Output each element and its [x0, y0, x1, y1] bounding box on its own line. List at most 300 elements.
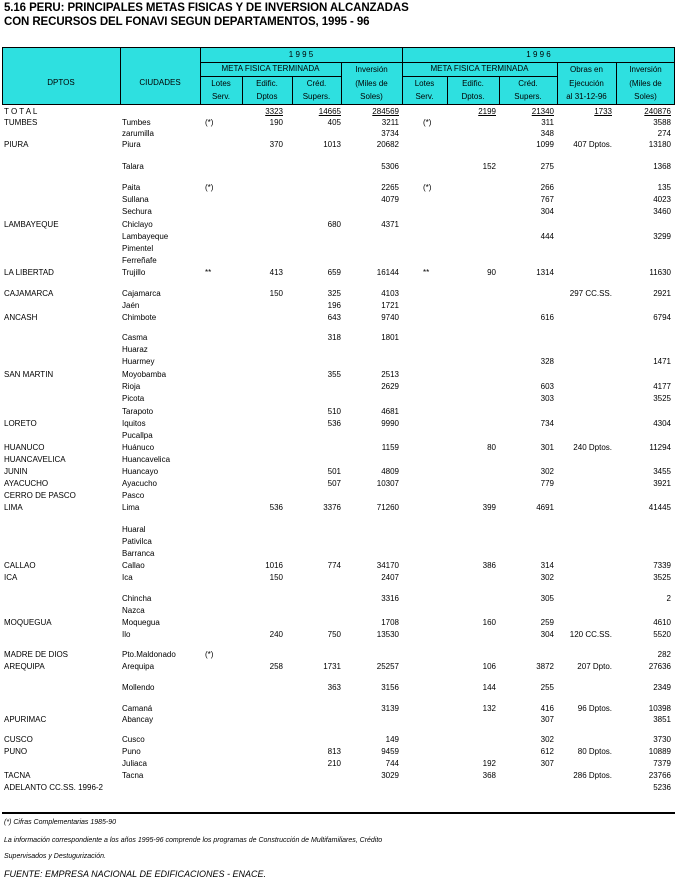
table-row [2, 442, 675, 453]
cell-s2: 307 [540, 715, 554, 724]
col-edif-1995: Edific. [256, 79, 278, 88]
cell-i1: 744 [385, 759, 399, 768]
cell-d: MOQUEGUA [4, 618, 52, 627]
cell-s2: 311 [541, 118, 554, 127]
col-inv-1996-sub2: Soles) [634, 92, 657, 101]
table-title-line1: 5.16 PERU: PRINCIPALES METAS FISICAS Y DE INVERSION ALCANZADAS [4, 2, 409, 14]
cell-d: APURIMAC [4, 715, 47, 724]
table-row [2, 393, 675, 404]
cell-s1: 536 [327, 419, 341, 428]
cell-s1: 643 [327, 313, 341, 322]
table-row [2, 572, 675, 583]
table-row [2, 746, 675, 757]
cell-i1: 34170 [376, 561, 399, 570]
cell-s1: 659 [327, 268, 341, 277]
cell-i2: 27636 [648, 662, 671, 671]
table-row [2, 466, 675, 477]
table-row [2, 344, 675, 355]
cell-c: Tacna [122, 771, 144, 780]
table-row [2, 649, 675, 660]
cell-o: 207 Dpto. [577, 662, 612, 671]
cell-d: ADELANTO CC.SS. 1996-2 [4, 783, 104, 792]
cell-e2: 160 [482, 618, 496, 627]
cell-s2: 767 [540, 195, 554, 204]
col-lotes-1996-sub: Serv. [415, 92, 434, 101]
table-row [2, 560, 675, 571]
cell-c: Tarapoto [122, 407, 154, 416]
cell-o: 1733 [594, 107, 612, 116]
col-ciudades: CIUDADES [139, 78, 181, 87]
cell-i2: 1368 [653, 162, 671, 171]
cell-d: LIMA [4, 503, 23, 512]
cell-d: PUNO [4, 747, 28, 756]
cell-l2: (*) [423, 118, 432, 127]
cell-i1: 4103 [381, 289, 399, 298]
col-cred-1995-sub: Supers. [302, 92, 331, 101]
cell-c: Pasco [122, 491, 145, 500]
cell-s2: 302 [540, 573, 554, 582]
cell-i2: 3525 [653, 573, 671, 582]
cell-c: Moquegua [122, 618, 160, 627]
cell-s2: 255 [540, 683, 554, 692]
cell-e1: 240 [269, 630, 283, 639]
table-row [2, 117, 675, 128]
cell-s1: 318 [327, 333, 341, 342]
cell-c: Talara [122, 162, 144, 171]
table-row [2, 536, 675, 547]
cell-i2: 3460 [653, 207, 671, 216]
cell-d: ANCASH [4, 313, 38, 322]
col-cred-1996-sub: Supers. [514, 92, 542, 101]
cell-i2: 282 [657, 650, 671, 659]
cell-i1: 9459 [381, 747, 399, 756]
col-inv-1995: Inversión [355, 65, 388, 74]
cell-d: PIURA [4, 140, 29, 149]
cell-d: MADRE DE DIOS [4, 650, 69, 659]
cell-o: 96 Dptos. [577, 704, 612, 713]
cell-s1: 813 [327, 747, 341, 756]
cell-c: Lima [122, 503, 140, 512]
cell-s1: 3376 [323, 503, 341, 512]
cell-c: Ferreñafe [122, 256, 157, 265]
cell-s1: 196 [327, 301, 341, 310]
cell-e2: 144 [482, 683, 496, 692]
cell-i1: 149 [385, 735, 399, 744]
cell-c: Mollendo [122, 683, 155, 692]
cell-i1: 1801 [381, 333, 399, 342]
table-row [2, 629, 675, 640]
cell-e2: 90 [487, 268, 496, 277]
table-row [2, 332, 675, 343]
cell-d: TACNA [4, 771, 31, 780]
cell-i2: 11630 [649, 268, 671, 277]
table-row [2, 502, 675, 513]
table-row [2, 300, 675, 311]
table-row [2, 288, 675, 299]
cell-i1: 3734 [381, 129, 399, 138]
cell-i1: 71260 [376, 503, 399, 512]
table-row [2, 194, 675, 205]
cell-i1: 4681 [381, 407, 399, 416]
cell-c: Lambayeque [122, 232, 169, 241]
table-title-line2: CON RECURSOS DEL FONAVI SEGUN DEPARTAMENTOS, 1995 - 96 [4, 16, 370, 28]
cell-e2: 399 [482, 503, 496, 512]
cell-s2: 779 [540, 479, 554, 488]
table-row [2, 593, 675, 604]
cell-d: CAJAMARCA [4, 289, 54, 298]
cell-d: AREQUIPA [4, 662, 45, 671]
cell-i1: 2629 [381, 382, 399, 391]
table-row [2, 617, 675, 628]
cell-i1: 3211 [381, 118, 399, 127]
cell-c: Ayacucho [122, 479, 157, 488]
cell-c: Puno [122, 747, 141, 756]
cell-c: Iquitos [122, 419, 146, 428]
cell-i1: 2513 [381, 370, 399, 379]
cell-c: Nazca [122, 606, 145, 615]
cell-e1: 258 [269, 662, 283, 671]
cell-i2: 7379 [653, 759, 671, 768]
cell-c: Camaná [122, 704, 153, 713]
cell-i2: 41445 [648, 503, 671, 512]
cell-e2: 2199 [478, 107, 496, 116]
table-row [2, 703, 675, 714]
cell-i1: 1721 [381, 301, 399, 310]
cell-i1: 4809 [381, 467, 399, 476]
cell-i2: 2921 [653, 289, 671, 298]
cell-c: Arequipa [122, 662, 155, 671]
table-row [2, 128, 675, 139]
source-note: FUENTE: EMPRESA NACIONAL DE EDIFICACIONES - ENACE. [4, 869, 267, 879]
cell-e2: 368 [482, 771, 496, 780]
cell-i1: 9740 [381, 313, 399, 322]
cell-s2: 301 [540, 443, 554, 452]
cell-s2: 4691 [536, 503, 554, 512]
col-cred-1996: Créd. [518, 79, 538, 88]
cell-i2: 4023 [653, 195, 671, 204]
cell-o: 120 CC.SS. [569, 630, 612, 639]
cell-i1: 1708 [381, 618, 399, 627]
cell-c: Tumbes [122, 118, 151, 127]
cell-i1: 284569 [372, 107, 399, 116]
table-row [2, 267, 675, 278]
cell-i2: 6794 [653, 313, 671, 322]
cell-i1: 13530 [376, 630, 399, 639]
cell-s1: 363 [327, 683, 341, 692]
cell-d: LORETO [4, 419, 37, 428]
cell-i1: 3316 [381, 594, 399, 603]
cell-c: Huánuco [122, 443, 155, 452]
cell-c: Ica [122, 573, 133, 582]
table-row [2, 243, 675, 254]
cell-i2: 135 [657, 183, 671, 192]
cell-s2: 1099 [536, 140, 554, 149]
table-row [2, 524, 675, 535]
cell-c: Ilo [122, 630, 131, 639]
cell-o: 407 Dptos. [573, 140, 612, 149]
year-1996: 1 9 9 6 [526, 50, 551, 59]
cell-d: TUMBES [4, 118, 38, 127]
cell-i1: 25257 [376, 662, 399, 671]
cell-s2: 734 [540, 419, 554, 428]
cell-i1: 4371 [381, 220, 399, 229]
cell-i2: 10889 [648, 747, 671, 756]
cell-i2: 3588 [653, 118, 671, 127]
cell-i2: 3525 [653, 394, 671, 403]
col-edif-1996-sub: Dptos. [461, 92, 485, 101]
cell-d: JUNIN [4, 467, 28, 476]
cell-s1: 501 [327, 467, 341, 476]
cell-l2: (*) [423, 183, 432, 192]
cell-l1: ** [205, 268, 212, 277]
cell-i2: 2 [666, 594, 671, 603]
cell-c: Huancayo [122, 467, 159, 476]
col-lotes-1995: Lotes [211, 79, 231, 88]
cell-i2: 7339 [653, 561, 671, 570]
table-row [2, 406, 675, 417]
cell-c: Trujillo [122, 268, 146, 277]
cell-c: Chiclayo [122, 220, 153, 229]
table-row [2, 758, 675, 769]
cell-c: Barranca [122, 549, 155, 558]
cell-e1: 150 [269, 289, 283, 298]
table-row [2, 682, 675, 693]
cell-c: Huaral [122, 525, 146, 534]
table-row [2, 661, 675, 672]
table-row [2, 182, 675, 193]
table-row [2, 770, 675, 781]
cell-i2: 5236 [653, 783, 671, 792]
cell-o: 286 Dptos. [573, 771, 612, 780]
cell-s2: 314 [540, 561, 554, 570]
col-obras-sub: Ejecución [569, 79, 604, 88]
cell-e1: 413 [269, 268, 283, 277]
cell-i1: 9990 [381, 419, 399, 428]
table-row [2, 490, 675, 501]
table-row [2, 454, 675, 465]
cell-s2: 616 [540, 313, 554, 322]
cell-c: Jaén [122, 301, 140, 310]
year-1995: 1 9 9 5 [288, 50, 314, 59]
note-3: Supervisados y Destugurización. [4, 853, 106, 860]
cell-c: Piura [122, 140, 141, 149]
col-dptos: DPTOS [47, 78, 75, 87]
cell-e2: 80 [487, 443, 496, 452]
cell-s1: 1013 [323, 140, 341, 149]
cell-i1: 3139 [381, 704, 399, 713]
cell-s1: 1731 [323, 662, 341, 671]
cell-i1: 16144 [376, 268, 399, 277]
cell-i2: 23766 [648, 771, 671, 780]
cell-s2: 3872 [536, 662, 554, 671]
cell-d: CUSCO [4, 735, 33, 744]
table-row [2, 206, 675, 217]
col-inv-1996: Inversión [629, 65, 662, 74]
cell-i1: 3156 [381, 683, 399, 692]
cell-s2: 307 [540, 759, 554, 768]
cell-i2: 4177 [653, 382, 671, 391]
cell-e1: 150 [269, 573, 283, 582]
col-inv-1996-sub: (Miles de [629, 79, 662, 88]
cell-e1: 190 [269, 118, 283, 127]
cell-s2: 444 [540, 232, 554, 241]
table-row [2, 139, 675, 150]
cell-c: zarumilla [122, 129, 155, 138]
cell-e2: 152 [482, 162, 496, 171]
cell-s2: 303 [540, 394, 554, 403]
cell-s1: 210 [327, 759, 341, 768]
cell-s2: 266 [540, 183, 554, 192]
cell-c: Picota [122, 394, 145, 403]
cell-e1: 370 [269, 140, 283, 149]
footer-rule [2, 812, 675, 814]
col-lotes-1996: Lotes [414, 79, 435, 88]
table-row [2, 356, 675, 367]
table-row [2, 381, 675, 392]
cell-o: 297 CC.SS. [569, 289, 612, 298]
cell-e2: 132 [482, 704, 496, 713]
cell-c: Cajamarca [122, 289, 161, 298]
table-row [2, 231, 675, 242]
cell-s2: 603 [540, 382, 554, 391]
cell-e2: 192 [482, 759, 496, 768]
cell-c: Pto.Maldonado [122, 650, 176, 659]
col-edif-1995-sub: Dptos [256, 92, 278, 101]
cell-l1: (*) [205, 183, 214, 192]
cell-s1: 750 [327, 630, 341, 639]
cell-s1: 14665 [318, 107, 341, 116]
table-row [2, 478, 675, 489]
cell-i1: 2407 [381, 573, 399, 582]
cell-s2: 416 [540, 704, 554, 713]
cell-i2: 4304 [653, 419, 671, 428]
cell-c: Pimentel [122, 244, 154, 253]
cell-e1: 3323 [265, 107, 283, 116]
table-row [2, 255, 675, 266]
cell-s1: 680 [327, 220, 341, 229]
cell-e1: 1016 [265, 561, 283, 570]
cell-s2: 328 [540, 357, 554, 366]
total-row [2, 106, 675, 117]
table-row [2, 714, 675, 725]
cell-i1: 1159 [381, 443, 399, 452]
cell-i2: 240876 [644, 107, 671, 116]
cell-i1: 20682 [376, 140, 399, 149]
cell-c: Cusco [122, 735, 145, 744]
cell-c: Casma [122, 333, 148, 342]
cell-c: Sechura [122, 207, 152, 216]
cell-c: Callao [122, 561, 145, 570]
cell-i1: 10307 [376, 479, 399, 488]
cell-s1: 507 [327, 479, 341, 488]
cell-c: Paita [122, 183, 141, 192]
cell-i2: 10398 [648, 704, 671, 713]
table-row [2, 605, 675, 616]
cell-s2: 259 [540, 618, 554, 627]
cell-s2: 304 [540, 630, 554, 639]
cell-i1: 3029 [381, 771, 399, 780]
cell-c: Chincha [122, 594, 152, 603]
cell-d: CALLAO [4, 561, 36, 570]
cell-c: Moyobamba [122, 370, 167, 379]
cell-o: 240 Dptos. [573, 443, 612, 452]
cell-c: Huancavelica [122, 455, 171, 464]
cell-s2: 275 [540, 162, 554, 171]
cell-i2: 4610 [653, 618, 671, 627]
meta-fisica-1995: META FISICA TERMINADA [221, 64, 320, 73]
note-1: (*) Cifras Complementarias 1985-90 [4, 819, 117, 826]
cell-d: T O T A L [4, 107, 38, 116]
cell-l1: (*) [205, 650, 214, 659]
cell-d: CERRO DE PASCO [4, 491, 76, 500]
note-2: La información correspondiente a los años 1995-96 comprende los programas de Construcción de Multifamiliares, Crédito [4, 837, 383, 844]
table-row [2, 418, 675, 429]
cell-l1: (*) [205, 118, 214, 127]
cell-o: 80 Dptos. [577, 747, 612, 756]
cell-s2: 302 [540, 735, 554, 744]
table-row [2, 548, 675, 559]
col-cred-1995: Créd. [306, 79, 327, 88]
cell-i2: 274 [657, 129, 671, 138]
cell-l2: ** [423, 268, 430, 277]
table-row [2, 734, 675, 745]
cell-d: LAMBAYEQUE [4, 220, 59, 229]
col-obras-sub2: al 31-12-96 [566, 92, 607, 101]
cell-s2: 21340 [531, 107, 554, 116]
cell-e2: 386 [482, 561, 496, 570]
cell-d: HUANUCO [4, 443, 45, 452]
cell-c: Pucallpa [122, 431, 153, 440]
cell-d: LA LIBERTAD [4, 268, 54, 277]
cell-c: Huaraz [122, 345, 148, 354]
cell-i2: 2349 [653, 683, 671, 692]
table-row [2, 430, 675, 441]
cell-c: Abancay [122, 715, 154, 724]
cell-s2: 304 [540, 207, 554, 216]
col-edif-1996: Edific. [462, 79, 484, 88]
col-lotes-1995-sub: Serv. [211, 92, 231, 101]
cell-i2: 11294 [649, 443, 671, 452]
cell-i2: 3299 [653, 232, 671, 241]
table-row [2, 219, 675, 230]
col-obras: Obras en [570, 65, 603, 74]
cell-i2: 3921 [653, 479, 671, 488]
cell-d: HUANCAVELICA [4, 455, 66, 464]
meta-fisica-1996: META FISICA TERMINADA [430, 64, 529, 73]
cell-e1: 536 [269, 503, 283, 512]
cell-s1: 774 [327, 561, 341, 570]
cell-s2: 348 [540, 129, 554, 138]
table-row [2, 369, 675, 380]
table-header [2, 47, 675, 105]
cell-d: AYACUCHO [4, 479, 49, 488]
cell-i2: 13180 [648, 140, 671, 149]
cell-i2: 1471 [653, 357, 671, 366]
cell-c: Huarmey [122, 357, 155, 366]
cell-i1: 4079 [381, 195, 399, 204]
cell-i2: 3851 [653, 715, 671, 724]
cell-d: ICA [4, 573, 18, 582]
cell-s1: 355 [327, 370, 341, 379]
cell-i1: 5306 [381, 162, 399, 171]
cell-c: Chimbote [122, 313, 157, 322]
cell-i2: 5520 [653, 630, 671, 639]
cell-s2: 305 [540, 594, 554, 603]
cell-i2: 3730 [653, 735, 671, 744]
col-inv-1995-sub: (Miles de [355, 79, 388, 88]
cell-c: Sullana [122, 195, 149, 204]
table-row [2, 161, 675, 172]
